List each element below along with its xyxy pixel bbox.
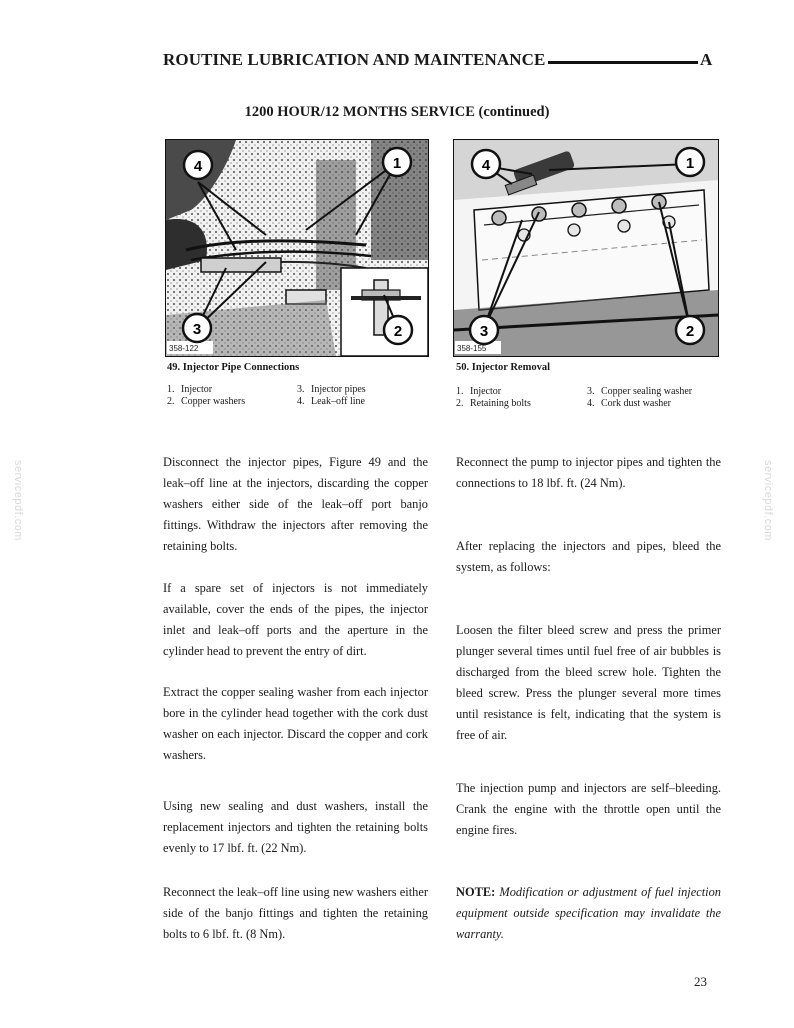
paragraph-bleed-intro: After replacing the injectors and pipes, bleed the system, as follows: bbox=[456, 539, 721, 574]
legend-text: Injector pipes bbox=[311, 384, 366, 395]
figure-49-legend bbox=[167, 384, 427, 408]
legend-item bbox=[456, 398, 587, 410]
figure-50-legend bbox=[456, 386, 718, 410]
callout-4: 4 bbox=[481, 157, 491, 174]
legend-item bbox=[297, 384, 366, 396]
paragraph-spare-injectors: If a spare set of injectors is not immediately available, cover the ends of the pipes, the injector inlet and leak–off ports and the aperture in the cylinder head to prevent the entry of dirt. bbox=[163, 581, 428, 658]
paragraph-install-injectors: Using new sealing and dust washers, install the replacement injectors and tighten the retaining bolts evenly to 17 lbf. ft. (22 Nm). bbox=[163, 799, 428, 855]
watermark-left: servicepdf.com bbox=[12, 460, 24, 541]
injector-pipe-illustration bbox=[166, 140, 428, 356]
legend-text: Retaining bolts bbox=[470, 398, 531, 409]
page-number: 23 bbox=[694, 974, 707, 989]
legend-number: 3. bbox=[297, 384, 305, 395]
legend-row bbox=[456, 398, 718, 410]
legend-item bbox=[297, 396, 365, 408]
legend-number: 2. bbox=[167, 396, 175, 407]
legend-text: Injector bbox=[181, 384, 213, 395]
watermark-right: servicepdf.com bbox=[762, 460, 774, 541]
figure-50-photo bbox=[453, 139, 719, 357]
callout-3: 3 bbox=[192, 321, 202, 338]
legend-number: 4. bbox=[297, 396, 305, 407]
legend-item bbox=[587, 398, 671, 410]
legend-number: 2. bbox=[456, 398, 464, 409]
legend-text: Copper sealing washer bbox=[601, 386, 693, 397]
figure-49-photo bbox=[165, 139, 429, 357]
section-letter: A bbox=[700, 50, 713, 69]
legend-text: Leak–off line bbox=[311, 396, 365, 407]
legend-item bbox=[456, 386, 587, 398]
paragraph-reconnect-leakoff: Reconnect the leak–off line using new washers either side of the banjo fittings and tighten the retaining bolts to 6 lbf. ft. (8 Nm). bbox=[163, 885, 428, 941]
legend-row bbox=[167, 396, 427, 408]
figure-49-caption: 49. Injector Pipe Connections bbox=[167, 362, 300, 373]
paragraph-bleed-procedure: Loosen the filter bleed screw and press the primer plunger several times until fuel free of air bubbles is discharged from the bleed screw hole. Tighten the bleed screw. Press the plunger several more times until resistance is felt, indicating that the system is free of air. bbox=[456, 623, 721, 742]
callout-3: 3 bbox=[479, 323, 489, 340]
callout-1: 1 bbox=[392, 155, 402, 172]
legend-number: 1. bbox=[456, 386, 464, 397]
note-text: Modification or adjustment of fuel injection equipment outside specification may invalidate the warranty. bbox=[456, 885, 722, 941]
note-paragraph bbox=[456, 882, 721, 945]
legend-row bbox=[456, 386, 718, 398]
legend-item bbox=[587, 386, 692, 398]
callout-2: 2 bbox=[685, 323, 695, 340]
legend-row bbox=[167, 384, 427, 396]
legend-item bbox=[167, 396, 297, 408]
paragraph-self-bleeding: The injection pump and injectors are self–bleeding. Crank the engine with the throttle open until the engine fires. bbox=[456, 781, 721, 837]
callout-1: 1 bbox=[685, 155, 695, 172]
legend-text: Cork dust washer bbox=[601, 398, 671, 409]
paragraph-disconnect: Disconnect the injector pipes, Figure 49 and the leak–off line at the injectors, discarding the copper washers either side of the leak–off port banjo fittings. Withdraw the injectors after removing the retaining bolts. bbox=[163, 455, 428, 553]
note-label: NOTE: bbox=[456, 885, 496, 899]
legend-text: Copper washers bbox=[181, 396, 246, 407]
injector-removal-illustration bbox=[454, 140, 718, 356]
paragraph-reconnect-pump: Reconnect the pump to injector pipes and tighten the connections to 18 lbf. ft. (24 Nm). bbox=[456, 455, 721, 490]
legend-number: 1. bbox=[167, 384, 175, 395]
header-title: ROUTINE LUBRICATION AND MAINTENANCE bbox=[163, 50, 546, 69]
figure-50-caption: 50. Injector Removal bbox=[456, 362, 550, 373]
figure-50-code: 358-155 bbox=[457, 344, 487, 353]
legend-number: 3. bbox=[587, 386, 595, 397]
callout-4: 4 bbox=[193, 158, 203, 175]
figure-49-code: 358-122 bbox=[169, 344, 199, 353]
section-title: 1200 HOUR/12 MONTHS SERVICE (continued) bbox=[244, 104, 550, 120]
legend-number: 4. bbox=[587, 398, 595, 409]
callout-2: 2 bbox=[393, 323, 403, 340]
legend-text: Injector bbox=[470, 386, 502, 397]
paragraph-extract-washer: Extract the copper sealing washer from each injector bore in the cylinder head together with the cork dust washer on each injector. Discard the copper and cork washers. bbox=[163, 685, 428, 762]
header-rule bbox=[548, 61, 698, 64]
legend-item bbox=[167, 384, 297, 396]
